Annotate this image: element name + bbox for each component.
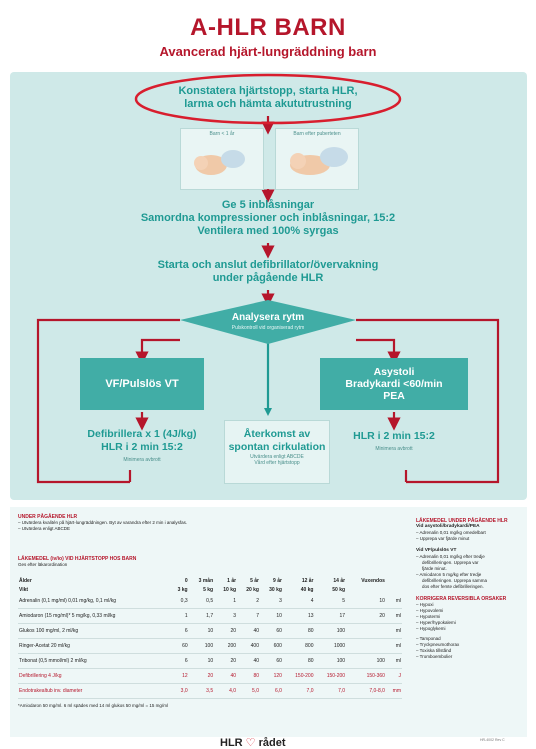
dose-row (18, 684, 402, 699)
cause-item: – Hypovolemi (416, 608, 444, 613)
during-title: UNDER PÅGÅENDE HLR (18, 514, 78, 520)
dose-cell: 0,3 (170, 594, 189, 609)
during-line2: – Utvärdera enligt ABCDE (18, 526, 71, 531)
rosc-line1: Återkomst av (243, 428, 311, 440)
dose-cell: 3 (260, 594, 283, 609)
dose-label: Amiodaron (15 mg/ml)* 5 mg/kg, 0,33 ml/kg (18, 609, 170, 624)
hlr-action (320, 430, 468, 456)
asystole-box (320, 358, 468, 410)
dose-cell: 20 (214, 624, 237, 639)
dose-cell: 80 (283, 654, 315, 669)
dose-cell: 7,0 (283, 684, 315, 699)
rev-title: KORRIGERA REVERSIBLA ORSAKER (416, 596, 507, 602)
dose-cell (346, 639, 386, 654)
cause-item: – Hypotermi (416, 614, 441, 619)
dose-cell: 13 (283, 609, 315, 624)
age-cell: 3 mån (198, 577, 214, 584)
step1-line2: larma och hämta akututrustning (184, 98, 352, 110)
vf-line2b: defibrilleringen. Upprepa samma (422, 578, 488, 583)
dose-cell: 7 (237, 609, 260, 624)
footer-logo-text1: HLR (220, 737, 243, 749)
step1-line1: Konstatera hjärtstopp, starta HLR, (178, 85, 358, 97)
dose-cell: 150-200 (283, 669, 315, 684)
side-column (416, 518, 524, 660)
dose-cell: 60 (170, 639, 189, 654)
dose-cell: 3 (214, 609, 237, 624)
age-row (18, 576, 402, 585)
dose-cell: 600 (260, 639, 283, 654)
vf-box-label: VF/Pulslös VT (105, 378, 179, 390)
dose-cell: 800 (283, 639, 315, 654)
dose-row (18, 639, 402, 654)
dose-unit: ml (386, 639, 402, 654)
age-cell: Vuxendos (361, 577, 385, 584)
rosc-box (224, 420, 330, 484)
weight-label: Vikt (19, 586, 29, 593)
infant-image (180, 128, 264, 190)
dose-cell: 2 (237, 594, 260, 609)
dose-label: Glukos 100 mg/ml, 2 ml/kg (18, 624, 170, 639)
cause-item: – Hypoglykemi (416, 626, 446, 631)
meds-section (18, 556, 401, 709)
side-title: LÄKEMEDEL UNDER PÅGÅENDE HLR (416, 518, 508, 524)
dose-cell: 3,5 (189, 684, 215, 699)
dose-cell: 60 (260, 654, 283, 669)
dose-cell: 7,0 (315, 684, 347, 699)
meds-sub: Ges efter läkarordination (18, 562, 68, 567)
meds-title: LÄKEMEDEL (iv/io) VID HJÄRTSTOPP HOS BARN (18, 556, 137, 562)
vf-box (80, 358, 204, 410)
dose-cell: 20 (214, 654, 237, 669)
footer-logo (220, 736, 330, 749)
step3-text (100, 259, 436, 285)
step2-line1: Ge 5 inblåsningar (221, 199, 315, 211)
dose-cell: 200 (214, 639, 237, 654)
age-cell: 5 år (250, 577, 259, 584)
dose-cell: 10 (346, 594, 386, 609)
defib-line2: HLR i 2 min 15:2 (101, 441, 183, 453)
dose-label: Tribonat (0,5 mmol/ml) 2 ml/kg (18, 654, 170, 669)
dose-cell: 20 (346, 609, 386, 624)
dose-row (18, 654, 402, 669)
arrow-to-vf (142, 340, 180, 358)
adolescent-image (275, 128, 359, 190)
cause-item: – Hypoxi (416, 602, 434, 607)
vf-line2c: dos efter femte defibrilleringen. (422, 584, 484, 589)
dose-cell (346, 624, 386, 639)
dose-cell: 6,0 (260, 684, 283, 699)
weight-cell (346, 585, 386, 594)
dose-cell: 40 (237, 624, 260, 639)
dose-cell: 100 (189, 639, 215, 654)
weight-cell: 3 kg (177, 586, 188, 593)
dose-cell: 40 (214, 669, 237, 684)
footer-code: HR-4002 Rev C (480, 738, 505, 742)
vf-line1: – Adrenalin 0,01 mg/kg efter tredje (416, 554, 485, 559)
dose-row (18, 594, 402, 609)
dose-cell: 4,0 (214, 684, 237, 699)
asystole-line2: Bradykardi <60/min (345, 378, 443, 390)
dose-cell: 0,5 (189, 594, 215, 609)
dose-unit: ml (386, 609, 402, 624)
footer-logo-text2: rådet (258, 737, 286, 749)
step2-text (80, 199, 456, 238)
arrow-to-asy (356, 340, 394, 358)
vf-line1c: fjärde minut. (422, 566, 447, 571)
hlr-sub: Minimera avbrott (375, 446, 413, 452)
dose-unit: ml (386, 654, 402, 669)
dose-cell: 100 (315, 654, 347, 669)
adolescent-label: Barn efter puberteten (293, 131, 341, 137)
step1-text (140, 85, 396, 111)
dose-cell: 1 (170, 609, 189, 624)
dose-cell: 100 (315, 624, 347, 639)
dose-cell: 40 (237, 654, 260, 669)
step2-line2: Samordna kompressioner och inblåsningar, 15:2 (140, 212, 396, 224)
asy-line1: – Adrenalin 0,01 mg/kg omedelbart (416, 530, 486, 535)
during-cpr-section (18, 514, 398, 532)
dose-cell: 10 (189, 624, 215, 639)
dose-cell: 150-360 (346, 669, 386, 684)
dose-cell: 60 (260, 624, 283, 639)
dose-row (18, 669, 402, 684)
dose-cell: 1,7 (189, 609, 215, 624)
rosc-sub2: Vård efter hjärtstopp (254, 460, 300, 466)
dose-cell: 150-200 (315, 669, 347, 684)
dose-cell: 100 (346, 654, 386, 669)
analyze-subtitle: Pulskontroll vid organiserad rytm (231, 325, 305, 331)
dose-cell: 120 (260, 669, 283, 684)
dose-cell: 5,0 (237, 684, 260, 699)
vf-line2: – Amiodaron 5 mg/kg efter tredje (416, 572, 482, 577)
weight-cell: 20 kg (246, 586, 259, 593)
cause-item: – Tamponad (416, 636, 441, 641)
dose-unit: ml (386, 624, 402, 639)
age-cell: 9 år (273, 577, 282, 584)
dose-cell: 6 (170, 654, 189, 669)
weight-cell: 10 kg (223, 586, 237, 593)
dose-cell: 400 (237, 639, 260, 654)
defib-sub: Minimera avbrott (123, 457, 161, 463)
vf-line1b: defibrilleringen. Upprepa var (422, 560, 479, 565)
dose-label: Adrenalin (0,1 mg/ml) 0,01 mg/kg, 0,1 ml/kg (18, 594, 170, 609)
dose-cell: 1 (214, 594, 237, 609)
during-line1: – Utvärdera kvalitén på hjärt-lungräddningen. Byt av varandra efter 2 min i analysfas. (18, 520, 188, 525)
page-title: A-HLR BARN (190, 14, 346, 41)
weight-row (18, 585, 402, 594)
asy-line2: – Upprepa var fjärde minut (416, 536, 470, 541)
dose-label: Defibrillering 4 J/kg (18, 669, 170, 684)
weight-cell: 30 kg (269, 586, 282, 593)
rosc-sub1: Utvärdera enligt ABCDE (250, 454, 304, 460)
age-cell: 1 år (227, 577, 237, 584)
dose-row (18, 624, 402, 639)
heart-icon: ♡ (245, 737, 256, 749)
weight-cell: 50 kg (332, 586, 346, 593)
step3-line2: under pågående HLR (212, 272, 324, 284)
weight-cell: 40 kg (300, 586, 314, 593)
vf-title: Vid VF/pulslös VT (416, 548, 457, 553)
asystole-line3: PEA (383, 390, 405, 402)
age-cell: 12 år (301, 577, 314, 584)
defib-action (60, 428, 224, 467)
cause-item: – Tromboembolier (416, 654, 453, 659)
dose-cell: 80 (283, 624, 315, 639)
dose-unit: mm (386, 684, 402, 699)
dose-cell: 1000 (315, 639, 347, 654)
defib-line1: Defibrillera x 1 (4J/kg) (87, 428, 197, 440)
dose-row (18, 609, 402, 624)
infant-label: Barn < 1 år (209, 131, 235, 137)
dose-cell: 10 (260, 609, 283, 624)
dose-cell: 7,0-8,0 (346, 684, 386, 699)
dose-cell: 6 (170, 624, 189, 639)
dose-cell: 4 (283, 594, 315, 609)
cause-item: – Hyper/hypokalemi (416, 620, 456, 625)
adolescent-illustration (276, 137, 358, 185)
asystole-line1: Asystoli (373, 366, 415, 378)
meds-footnote: *Amiodaron 50 mg/ml. 6 ml spädes med 14 ml glukos 50 mg/ml = 15 mg/ml (18, 703, 168, 708)
page-subtitle: Avancerad hjärt-lungräddning barn (159, 44, 377, 59)
asy-title: Vid asystoli/bradykardi/PEA (416, 524, 480, 529)
dose-cell: 5 (315, 594, 347, 609)
dose-cell: 12 (170, 669, 189, 684)
dose-unit: J (386, 669, 402, 684)
analyze-title: Analysera rytm (231, 312, 305, 323)
dose-cell: 17 (315, 609, 347, 624)
cause-item: – Tryckpneumothorax (416, 642, 460, 647)
dose-cell: 80 (237, 669, 260, 684)
rosc-line2: spontan cirkulation (228, 441, 326, 453)
dose-unit: ml (386, 594, 402, 609)
weight-cell: 5 kg (203, 586, 214, 593)
dose-cell: 10 (189, 654, 215, 669)
dose-label: Ringer-Acetat 20 ml/kg (18, 639, 170, 654)
cause-item: – Toxiska tillstånd (416, 648, 452, 653)
infant-illustration (181, 137, 263, 185)
dose-cell: 20 (189, 669, 215, 684)
step2-line3: Ventilera med 100% syrgas (197, 225, 339, 237)
step3-line1: Starta och anslut defibrillator/övervakning (157, 259, 379, 271)
age-cell: 0 (184, 577, 188, 584)
age-cell: 14 år (333, 577, 346, 584)
dose-cell: 3,0 (170, 684, 189, 699)
hlr-line: HLR i 2 min 15:2 (353, 430, 435, 442)
dose-label: Endotrakealtub inv. diameter (18, 684, 170, 699)
age-label: Ålder (19, 577, 32, 584)
dose-table (18, 576, 402, 699)
